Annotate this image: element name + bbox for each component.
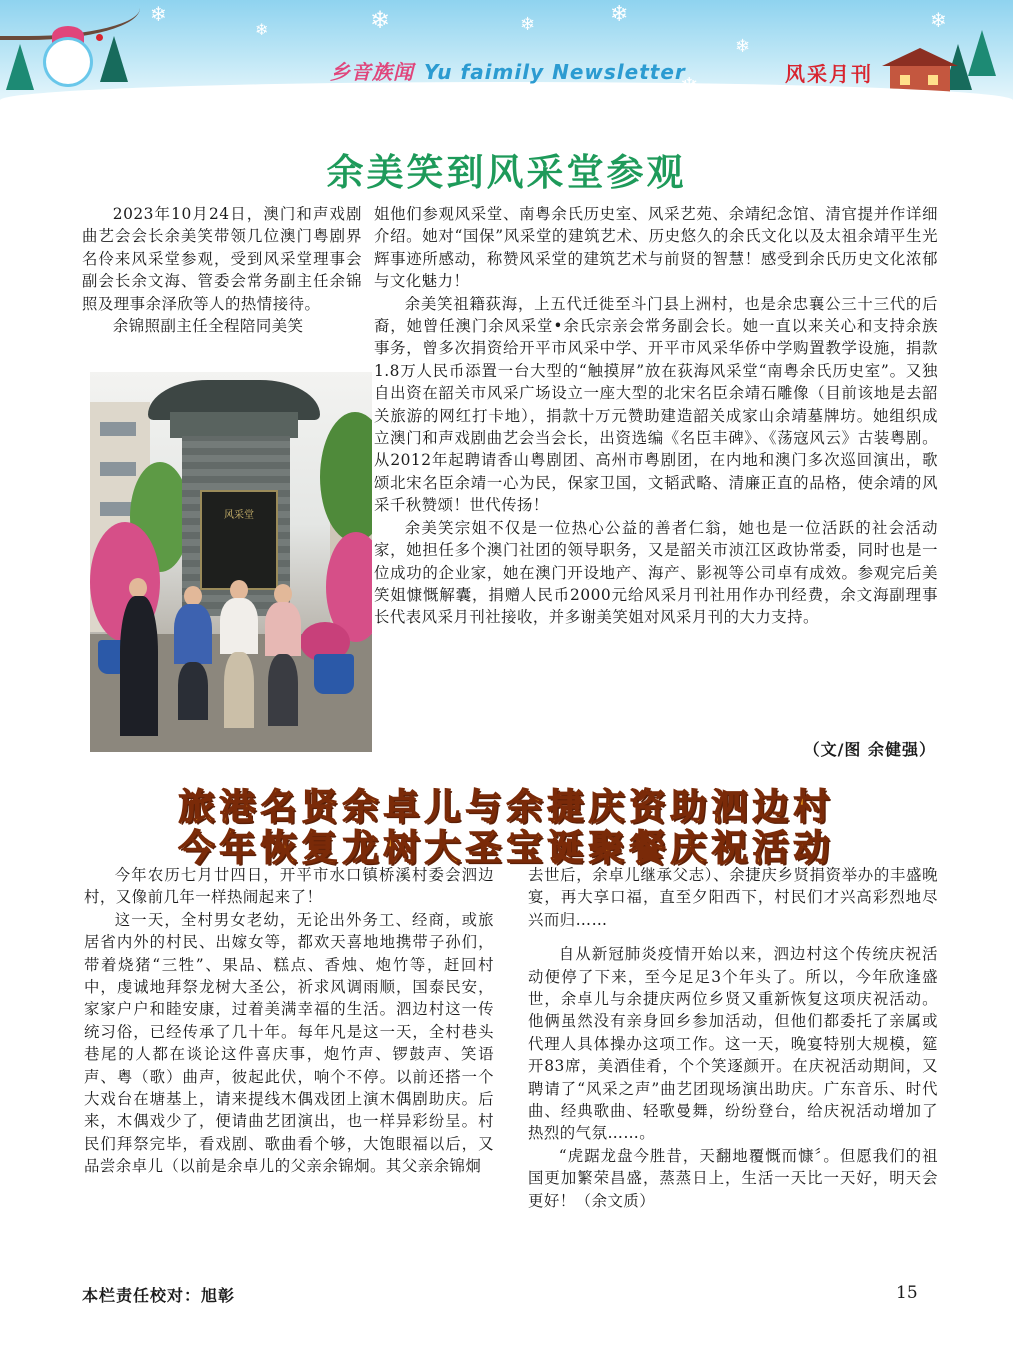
snowflake-icon: ❄ — [370, 6, 391, 34]
article1-byline: （文/图 余健强） — [803, 740, 936, 759]
article1-right-column — [374, 203, 938, 629]
person-elder-white-shirt — [220, 598, 258, 654]
article1-photo — [90, 372, 372, 752]
pine-tree-icon — [968, 30, 996, 76]
article1-title: 余美笑到风采堂参观 — [326, 151, 687, 194]
paragraph: 自从新冠肺炎疫情开始以来，泗边村这个传统庆祝活动便停了下来，至今足足3个年头了。所以，今年欣逢盛世，余卓儿与余捷庆两位乡贤又重新恢复这项庆祝活动。他俩虽然没有亲身回乡参加活动，但他们都委托了亲属或代理人具体操办这项工作。这一天，晚宴特别大规模，筵开83席，美酒佳肴，个个笑逐颜开。在庆祝活动期间，又聘请了“风采之声”曲艺团现场演出助庆。广东音乐、时代曲、经典歌曲、轻歌曼舞，纷纷登台，给庆祝活动增加了热烈的气氛……。 — [528, 945, 938, 1143]
article2-left-column — [84, 864, 494, 1178]
pavilion-eave — [170, 412, 298, 438]
paragraph: 余美笑祖籍荻海，上五代迁徙至斗门县上洲村，也是余忠襄公三十三代的后裔，她曾任澳门余风采堂•余氏宗亲会常务副会长。她一直以来关心和支持余族事务，曾多次捐资给开平市风采中学、开平市风采华侨中学购置教学设施，捐款1.8万人民币添置一台大型的“触摸屏”放在荻海风采堂“南粤余氏历史室”。又独自出资在韶关市风采广场设立一座大型的北宋名臣余靖石雕像（目前该地是去韶关旅游的网红打卡地），捐款十万元赞助建造韶关成家山余靖墓牌坊。她组织成立澳门和声戏剧曲艺会当会长，出资选编《名臣丰碑》、《荡寇风云》古装粤剧。从2012年起聘请香山粤剧团、高州市粤剧团，在内地和澳门多次巡回演出，歌颂北宋名臣余靖一心为民，保家卫国，文韬武略、清廉正直的品格，使余靖的风采千秋赞颂！世代传扬！ — [374, 294, 938, 515]
footer-editor-credit: 本栏责任校对：旭彰 — [82, 1286, 236, 1305]
person-elder-trousers — [224, 652, 254, 728]
article2-title-line1: 旅港名贤余卓儿与余捷庆资助泗边村 — [178, 786, 835, 828]
paragraph: “虎踞龙盘今胜昔，天翻地覆慨而慷〞。但愿我们的祖国更加繁荣昌盛，蒸蒸日上，生活一天比一天好，明天会更好！（余文质） — [528, 1146, 938, 1210]
person-woman-pink-shirt — [265, 602, 301, 656]
snowflake-icon: ❄ — [735, 36, 751, 57]
person-man-dark-suit — [120, 596, 158, 736]
tree-foliage — [320, 412, 372, 542]
memorial-plaque — [200, 490, 278, 590]
article1-left-column — [82, 203, 362, 337]
person-woman-trousers — [268, 654, 298, 726]
person-woman-blue-jacket — [174, 604, 212, 664]
snowflake-icon: ❄ — [610, 2, 629, 27]
plaque-title: 风采堂 — [224, 510, 254, 521]
paragraph: 余锦照副主任全程陪同美笑 — [112, 317, 304, 336]
snowflake-icon: ❄ — [150, 2, 167, 26]
paragraph: 姐他们参观风采堂、南粤余氏历史室、风采艺苑、余靖纪念馆、清官提并作详细介绍。她对“国保”风采堂的建筑艺术、历史悠久的余氏文化以及太祖余靖平生光辉事迹所感动，称赞风采堂的建筑艺术与前贤的智慧！感受到余氏历史文化浓郁与文化魅力！ — [374, 205, 938, 291]
snowflake-icon: ❄ — [930, 8, 947, 32]
paragraph: 去世后，余卓儿继承父志）、余捷庆乡贤捐资举办的丰盛晚宴，再大享口福，直至夕阳西下，村民们才兴高彩烈地尽兴而归…… — [528, 866, 938, 929]
snowflake-icon: ❄ — [520, 14, 536, 35]
article2-right-column — [528, 864, 938, 1212]
article2-title-line2: 今年恢复龙树大圣宝诞聚餐庆祝活动 — [178, 827, 835, 869]
brand-english: Yu faimily Newsletter — [424, 60, 686, 84]
person-head — [184, 586, 202, 606]
paragraph: 余美笑宗姐不仅是一位热心公益的善者仁翁，她也是一位活跃的社会活动家，她担任多个澳门社团的领导职务，又是韶关市浈江区政协常委，同时也是一位成功的企业家，她在澳门开设地产、海产、影视等公司卓有成效。参观完后美笑姐慷慨解囊，捐赠人民币2000元给风采月刊社用作办刊经费，余文海副理事长代表风采月刊社接收，并多谢美笑姐对风采月刊的大力支持。 — [374, 518, 938, 627]
flower-pot — [314, 654, 354, 694]
paragraph: 2023年10月24日，澳门和声戏剧曲艺会会长余美笑带领几位澳门粤剧界名伶来风采堂参观，受到风采堂理事会副会长余文海、管委会常务副主任余锦照及理事余泽欣等人的热情接待。 — [82, 205, 362, 313]
person-head — [230, 580, 248, 600]
brand-chinese: 乡音族闻 — [330, 60, 414, 84]
snowman-icon — [46, 40, 90, 84]
page-number: 15 — [896, 1283, 918, 1303]
snowflake-icon: ❄ — [255, 20, 269, 39]
pine-tree-icon — [6, 44, 34, 90]
person-head — [129, 578, 147, 598]
section-tag: 风采月刊 — [785, 62, 873, 86]
person-woman-trousers — [178, 662, 208, 720]
paragraph: 今年农历七月廿四日，开平市水口镇桥溪村委会泗边村，又像前几年一样热闹起来了！ — [84, 866, 494, 907]
pine-tree-icon — [100, 36, 128, 82]
paragraph: 这一天，全村男女老幼，无论出外务工、经商，或旅居省内外的村民、出嫁女等，都欢天喜地地携带子孙们，带着烧猪“三牲”、果品、糕点、香烛、炮竹等，赶回村中，虔诚地拜祭龙树大圣公，祈求风调雨顺，国泰民安，家家户户和睦安康，过着美满幸福的生活。泗边村这一传统习俗，已经传承了几十年。每年凡是这一天，全村巷头巷尾的人都在谈论这件喜庆事，炮竹声、锣鼓声、笑语声、粤（歌）曲声，彼起此伏，响个不停。以前还搭一个大戏台在塘基上，请来提线木偶戏团上演木偶剧助庆。后来，木偶戏少了，便请曲艺团演出，也一样异彩纷呈。村民们拜祭完毕，看戏剧、歌曲看个够，大饱眼福以后，又品尝余卓儿（以前是余卓儿的父亲余锦炯。其父亲余锦炯 — [84, 910, 494, 1176]
header-banner — [0, 0, 1013, 104]
newsletter-brand — [330, 56, 686, 85]
person-head — [274, 584, 292, 604]
